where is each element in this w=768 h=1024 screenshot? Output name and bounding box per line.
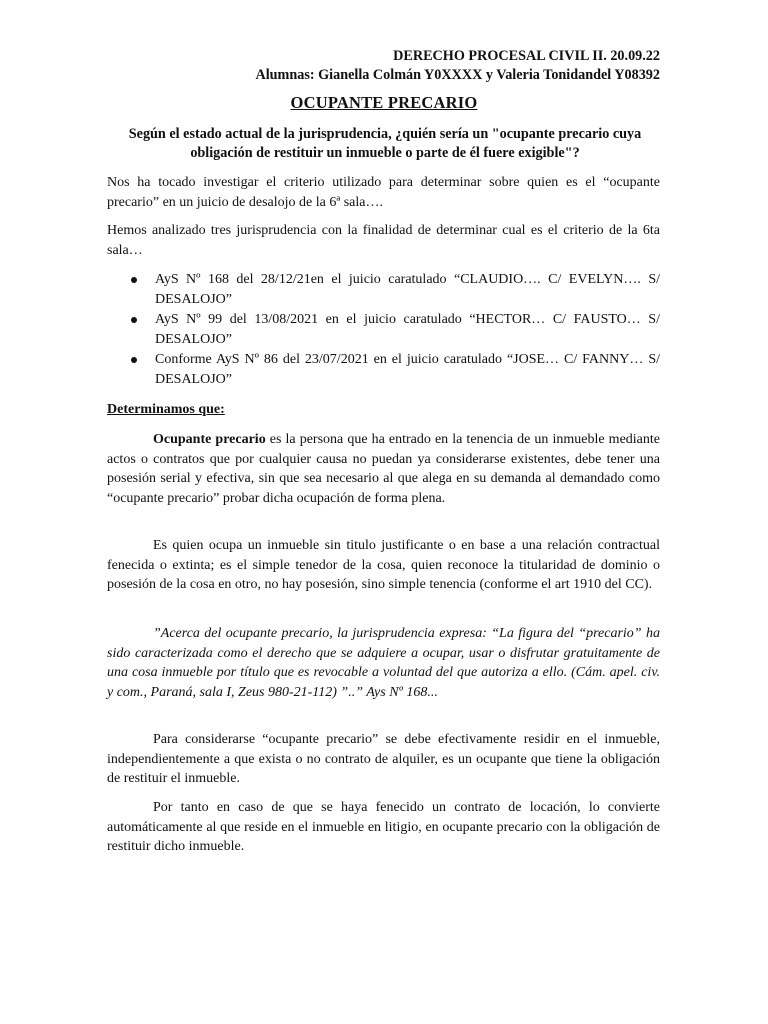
intro-paragraph-2: Hemos analizado tres jurisprudencia con la finalidad de determinar cual es el criterio de la 6ta sala… bbox=[107, 223, 660, 258]
students-line: Alumnas: Gianella Colmán Y0XXXX y Valeria Tonidandel Y08392 bbox=[255, 67, 660, 83]
jurisprudence-quote: ”Acerca del ocupante precario, la jurisprudencia expresa: “La figura del “precario” ha sido caracterizada como el derecho que se adquiere a ocupar, usar o disfrutar gratuitamente de una cosa inmueble por título que es revocable a voluntad del que autoriza a ello. (Cám. apel. civ. y com., Paraná, sala I, Zeus 980-21-112) ”..” Ays Nº 168... bbox=[107, 626, 660, 700]
case-text: Conforme AyS Nº 86 del 23/07/2021 en el juicio caratulado “JOSE… C/ FANNY… S/ DESALOJO” bbox=[155, 352, 660, 387]
conclusion-paragraph: Por tanto en caso de que se haya fenecido un contrato de locación, lo convierte automáticamente al que reside en el inmueble en litigio, en ocupante precario con la obligación de restituir dicho inmueble. bbox=[107, 800, 660, 854]
residence-paragraph: Para considerarse “ocupante precario” se debe efectivamente residir en el inmueble, independientemente a que exista o no contrato de alquiler, es un ocupante que tiene la obligación de restituir el inmueble. bbox=[107, 732, 660, 786]
bullet-icon bbox=[131, 277, 137, 283]
list-item bbox=[107, 350, 660, 390]
document-header bbox=[255, 47, 660, 85]
section-heading: Determinamos que: bbox=[107, 402, 225, 417]
case-text: AyS Nº 99 del 13/08/2021 en el juicio caratulado “HECTOR… C/ FAUSTO… S/ DESALOJO” bbox=[155, 312, 660, 347]
research-question: Según el estado actual de la jurisprudencia, ¿quién sería un "ocupante precario cuya obligación de restituir un inmueble o parte de él fuere exigible"? bbox=[128, 126, 642, 161]
case-text: AyS Nº 168 del 28/12/21en el juicio caratulado “CLAUDIO…. C/ EVELYN…. S/ DESALOJO” bbox=[155, 272, 660, 307]
definition-text: es la persona que ha entrado en la tenencia de un inmueble mediante actos o contratos que por cualquier causa no puedan ya considerarse existentes, debe tener una posesión serial y efectiva, sin que sea necesario al que alega en su demanda al demandado como “ocupante precario” probar dicha ocupación de forma plena. bbox=[107, 432, 660, 506]
document-title: OCUPANTE PRECARIO bbox=[290, 93, 478, 112]
tenencia-paragraph: Es quien ocupa un inmueble sin titulo justificante o en base a una relación contractual fenecida o extinta; es el simple tenedor de la cosa, quien reconoce la titularidad de dominio o posesión de la cosa en otro, no hay posesión, sino simple tenencia (conforme el art 1910 del CC). bbox=[107, 538, 660, 592]
term-bold: Ocupante precario bbox=[153, 432, 266, 447]
intro-paragraph-1: Nos ha tocado investigar el criterio utilizado para determinar sobre quien es el “ocupante precario” en un juicio de desalojo de la 6ª sala…. bbox=[107, 175, 660, 210]
bullet-icon bbox=[131, 357, 137, 363]
course-line: DERECHO PROCESAL CIVIL II. 20.09.22 bbox=[393, 48, 660, 64]
bullet-icon bbox=[131, 317, 137, 323]
list-item bbox=[107, 310, 660, 350]
definition-paragraph bbox=[107, 430, 660, 508]
list-item bbox=[107, 270, 660, 310]
cases-list bbox=[107, 270, 660, 390]
